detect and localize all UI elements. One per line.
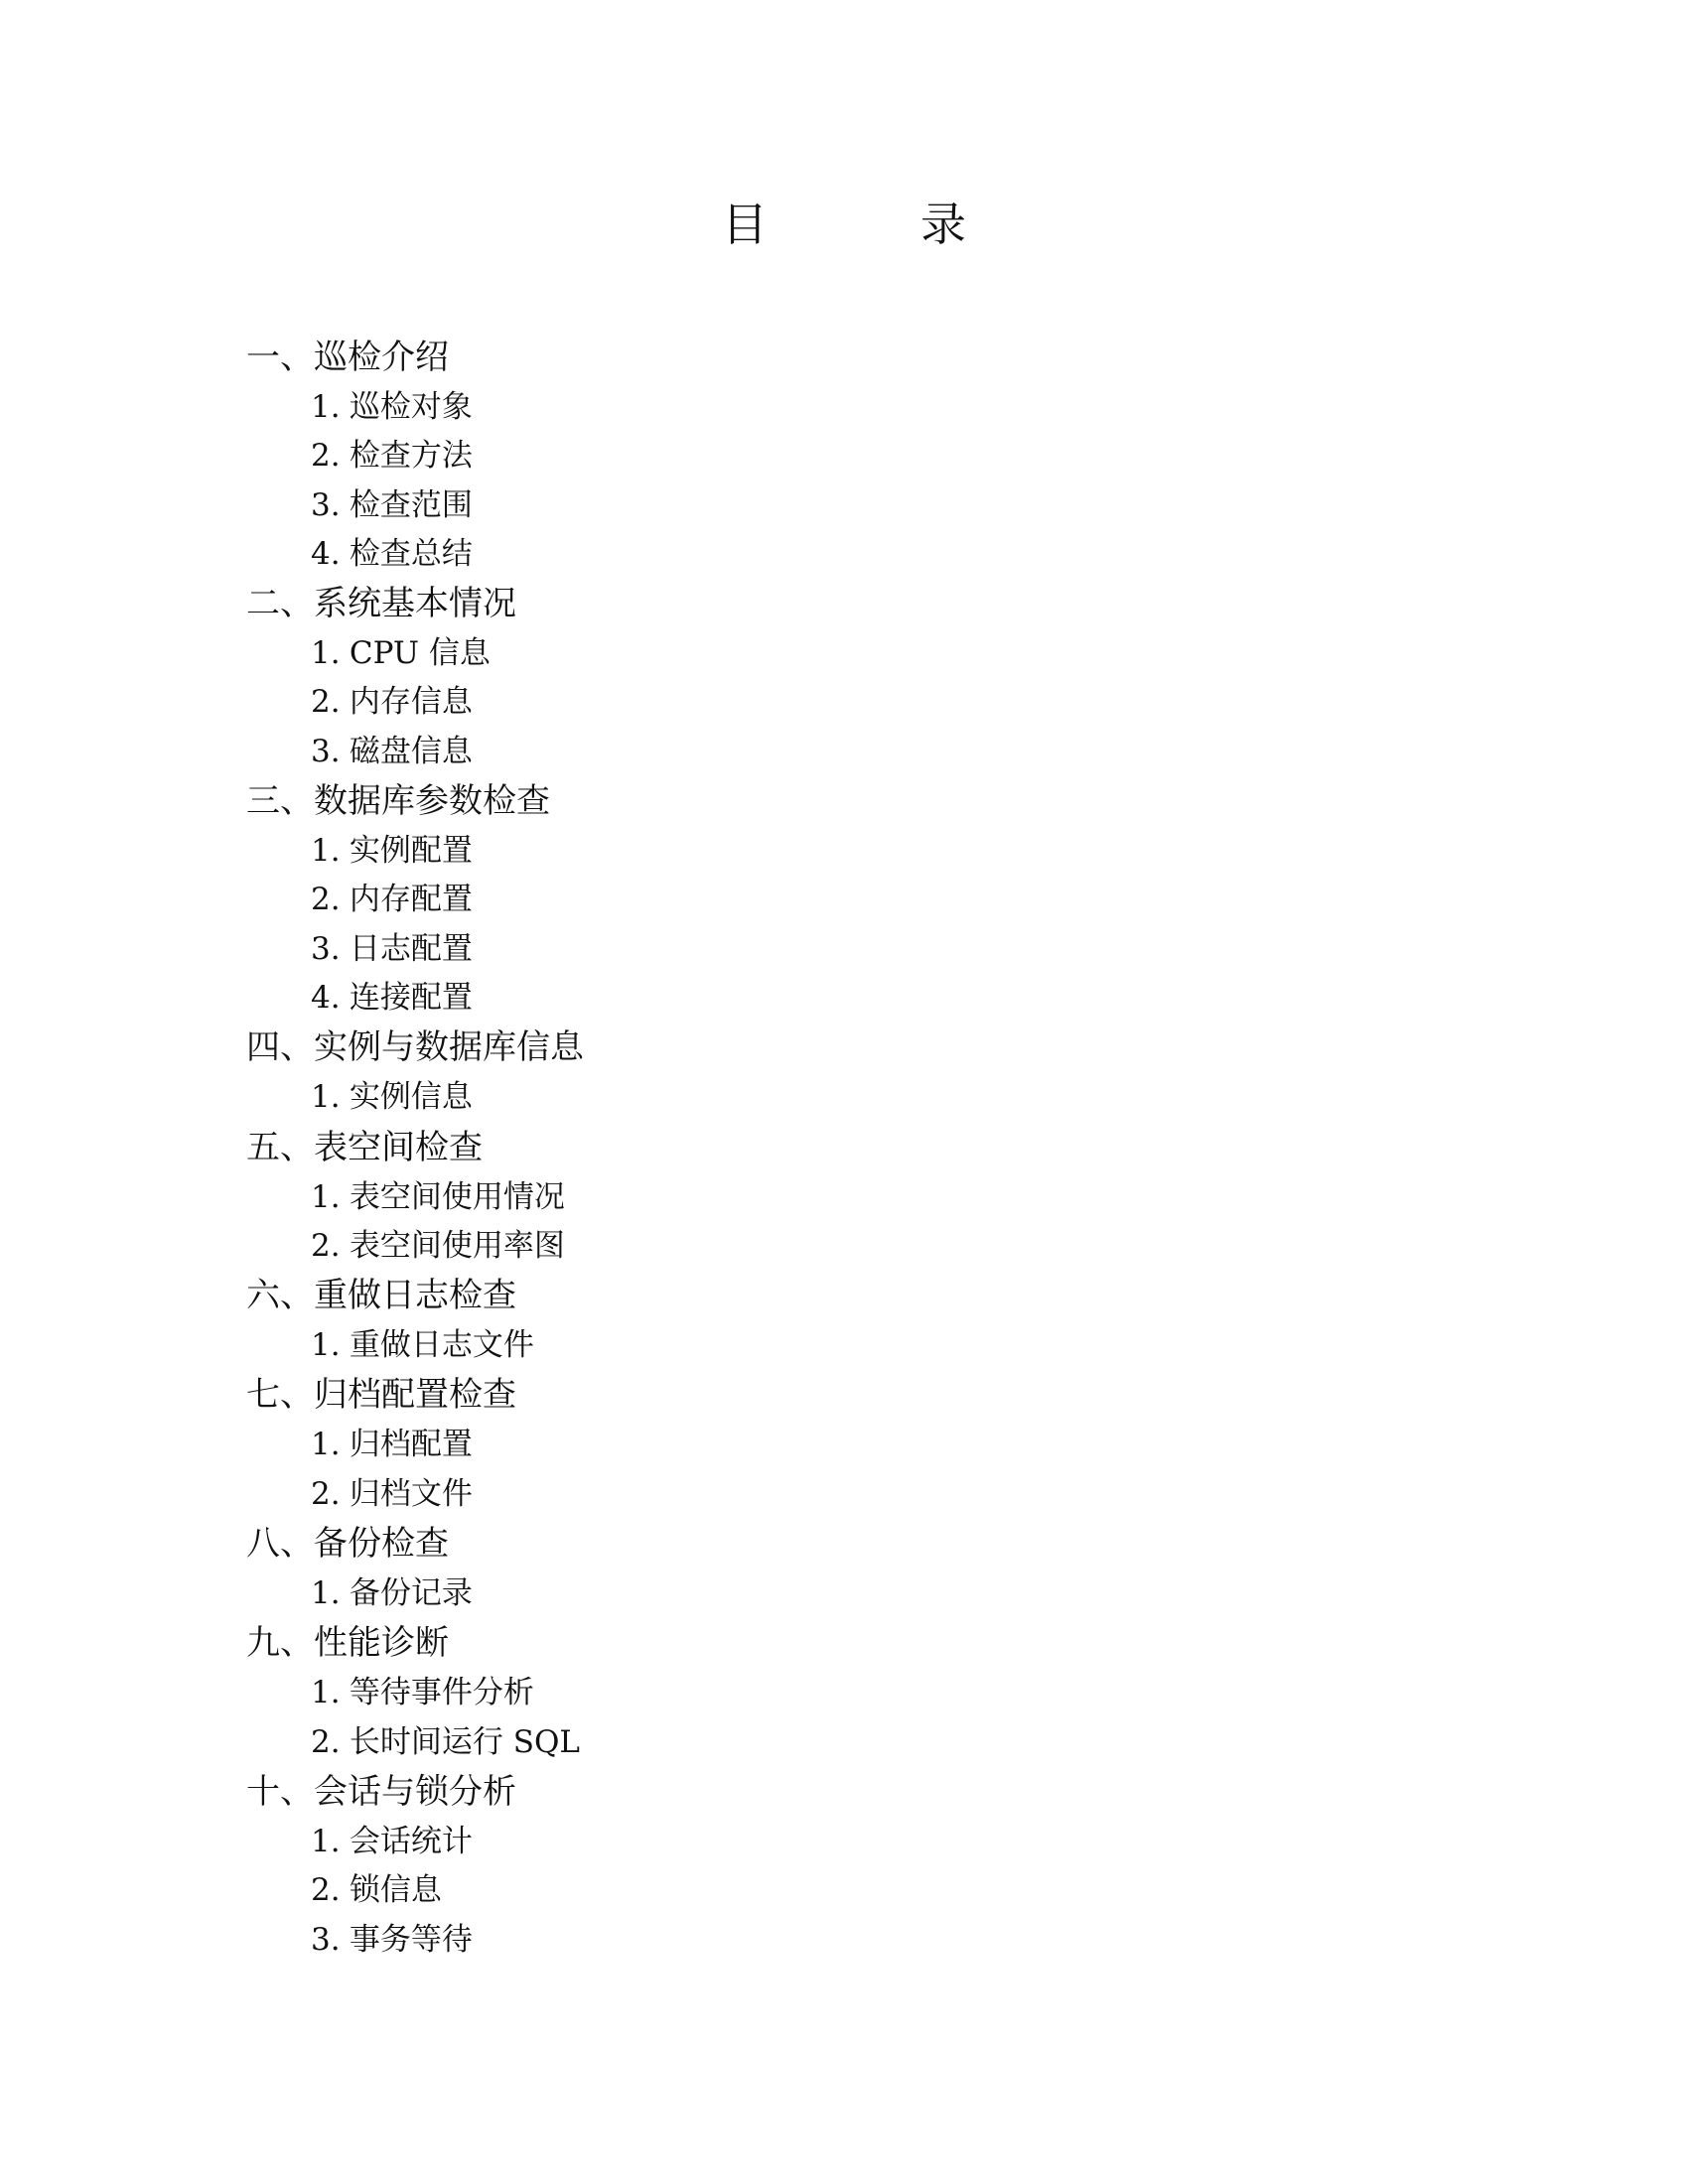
toc-section [246, 1271, 1438, 1370]
toc-subsection-item[interactable] [246, 530, 1438, 579]
toc-subsection-item[interactable] [246, 1570, 1438, 1618]
toc-section-title[interactable]: 八、备份检查 [246, 1524, 449, 1565]
toc-subsection-number: 3. [311, 1921, 341, 1958]
toc-subsection-label: 检查范围 [349, 486, 473, 523]
toc-subsection-item[interactable] [246, 1321, 1438, 1370]
toc-subsection-item[interactable] [246, 1916, 1438, 1965]
toc-subsection-item[interactable] [246, 1470, 1438, 1519]
toc-subsection-list [246, 1173, 1438, 1272]
toc-section [246, 1123, 1438, 1272]
toc-section [246, 776, 1438, 1023]
toc-subsection-label: 内存信息 [349, 684, 473, 721]
toc-subsection-label: 内存配置 [349, 882, 473, 918]
toc-subsection-number: 2. [311, 1475, 341, 1512]
toc-subsection-item[interactable] [246, 1222, 1438, 1271]
toc-subsection-label: 事务等待 [349, 1921, 473, 1958]
toc-section [246, 1519, 1438, 1618]
toc-subsection-list [246, 1321, 1438, 1370]
toc-subsection-item[interactable] [246, 925, 1438, 974]
toc-subsection-item[interactable] [246, 1421, 1438, 1469]
toc-subsection-label: 等待事件分析 [349, 1675, 534, 1711]
toc-subsection-number: 3. [311, 733, 341, 769]
toc-section-title[interactable]: 七、归档配置检查 [246, 1375, 516, 1416]
toc-subsection-label: 表空间使用率图 [349, 1227, 565, 1264]
toc-subsection-item[interactable] [246, 1669, 1438, 1717]
toc-subsection-number: 2. [311, 438, 341, 475]
toc-subsection-number: 1. [311, 1327, 341, 1364]
toc-subsection-number: 3. [311, 486, 341, 523]
toc-section-title[interactable]: 九、性能诊断 [246, 1623, 449, 1664]
toc-subsection-label: 重做日志文件 [349, 1327, 534, 1364]
toc-subsection-item[interactable] [246, 1073, 1438, 1122]
toc-subsection-label: 表空间使用情况 [349, 1178, 565, 1215]
toc-subsection-number: 1. [311, 1178, 341, 1215]
toc-subsection-list [246, 1570, 1438, 1618]
toc-subsection-label: 实例配置 [349, 833, 473, 870]
toc-subsection-item[interactable] [246, 1818, 1438, 1866]
toc-subsection-item[interactable] [246, 728, 1438, 776]
toc-subsection-number: 2. [311, 1227, 341, 1264]
toc-section-title[interactable]: 六、重做日志检查 [246, 1276, 516, 1316]
toc-subsection-item[interactable] [246, 629, 1438, 678]
toc-subsection-label: CPU 信息 [349, 635, 491, 672]
toc-subsection-number: 2. [311, 684, 341, 721]
toc-section [246, 1370, 1438, 1519]
toc-subsection-item[interactable] [246, 1866, 1438, 1915]
toc-subsection-number: 2. [311, 1872, 341, 1909]
toc-section-title[interactable]: 二、系统基本情况 [246, 584, 516, 624]
toc-subsection-item[interactable] [246, 827, 1438, 876]
toc-subsection-label: 归档文件 [349, 1475, 473, 1512]
toc-section-title[interactable]: 一、巡检介绍 [246, 338, 449, 377]
toc-subsection-label: 归档配置 [349, 1427, 473, 1463]
toc-subsection-item[interactable] [246, 383, 1438, 432]
toc-subsection-label: 检查总结 [349, 535, 473, 572]
toc-subsection-item[interactable] [246, 1173, 1438, 1222]
toc-subsection-label: 检查方法 [349, 438, 473, 475]
toc-subsection-list [246, 1073, 1438, 1122]
toc-subsection-label: 实例信息 [349, 1079, 473, 1116]
page-title: 目 录 [722, 198, 1020, 251]
toc-subsection-label: 巡检对象 [349, 389, 473, 425]
toc-section-title[interactable]: 十、会话与锁分析 [246, 1771, 516, 1812]
toc-subsection-number: 1. [311, 833, 341, 870]
toc-subsection-label: 连接配置 [349, 979, 473, 1016]
toc-subsection-item[interactable] [246, 432, 1438, 480]
toc-section [246, 1618, 1438, 1767]
toc-subsection-label: 磁盘信息 [349, 733, 473, 769]
toc-section [246, 579, 1438, 776]
toc-subsection-number: 4. [311, 979, 341, 1016]
toc-subsection-number: 1. [311, 1675, 341, 1711]
toc-section-title[interactable]: 五、表空间检查 [246, 1127, 483, 1167]
toc-subsection-list [246, 629, 1438, 776]
table-of-contents [246, 333, 1438, 1965]
toc-subsection-list [246, 1818, 1438, 1965]
toc-section [246, 1767, 1438, 1965]
toc-subsection-number: 1. [311, 1427, 341, 1463]
toc-section [246, 333, 1438, 579]
toc-subsection-number: 4. [311, 535, 341, 572]
toc-subsection-item[interactable] [246, 481, 1438, 530]
toc-subsection-list [246, 1669, 1438, 1767]
toc-section-title[interactable]: 四、实例与数据库信息 [246, 1027, 584, 1068]
toc-subsection-label: 长时间运行 SQL [349, 1723, 580, 1760]
toc-subsection-number: 1. [311, 1079, 341, 1116]
toc-subsection-item[interactable] [246, 876, 1438, 924]
toc-subsection-number: 3. [311, 930, 341, 967]
toc-subsection-number: 1. [311, 389, 341, 425]
toc-subsection-label: 会话统计 [349, 1823, 473, 1859]
toc-subsection-number: 2. [311, 1723, 341, 1760]
toc-section-title[interactable]: 三、数据库参数检查 [246, 781, 550, 822]
toc-subsection-label: 锁信息 [349, 1872, 442, 1909]
toc-subsection-label: 备份记录 [349, 1575, 473, 1612]
toc-subsection-item[interactable] [246, 1718, 1438, 1767]
toc-subsection-item[interactable] [246, 678, 1438, 727]
toc-subsection-number: 1. [311, 1823, 341, 1859]
toc-subsection-number: 2. [311, 882, 341, 918]
toc-subsection-list [246, 827, 1438, 1023]
toc-section [246, 1023, 1438, 1122]
toc-subsection-number: 1. [311, 1575, 341, 1612]
toc-subsection-label: 日志配置 [349, 930, 473, 967]
toc-subsection-item[interactable] [246, 974, 1438, 1023]
toc-subsection-list [246, 1421, 1438, 1519]
toc-subsection-list [246, 383, 1438, 579]
toc-subsection-number: 1. [311, 635, 341, 672]
